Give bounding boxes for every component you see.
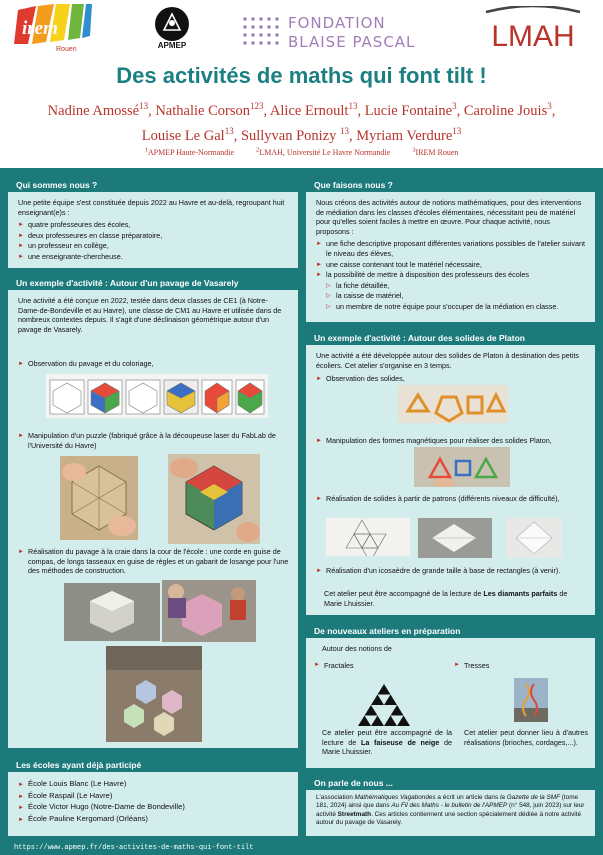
list-item: ► quatre professeures des écoles, [18, 220, 288, 230]
footer-url[interactable]: https://www.apmep.fr/des-activites-de-maths-qui-font-tilt [0, 841, 603, 855]
magnetic-shapes-photo [414, 447, 510, 487]
list-item: ▷ la fiche détaillée, [316, 281, 585, 291]
irem-logo [14, 4, 92, 54]
platon-step-2: ► Manipulation des formes magnétiques pour réaliser des solides Platon, [316, 436, 592, 446]
list-item: ► École Victor Hugo (Notre-Dame de Bondeville) [18, 802, 288, 813]
author-list: Nadine Amossé$^{13}$, Nathalie Corson$^{123}$, Alice Ernoult$^{13}$, Lucie Fontaine$^3$, Caroline Jouis$^3$, Louise Le Gal$^{13}$, Sullyvan Ponizy $^{13}$, Myriam Verdure$^{13}$ [47, 101, 556, 144]
ecoles-block [8, 756, 298, 836]
author: Louise Le Gal [141, 127, 225, 144]
block-title: Que faisons nous ? [306, 176, 595, 192]
qui-sommes-nous-block [8, 176, 298, 268]
list-item: ► une enseignante-chercheuse. [18, 252, 288, 262]
platon-step-1: ► Observation des solides, [316, 374, 586, 384]
author: Caroline Jouis [463, 102, 548, 119]
platon-intro: Une activité a été développée autour des solides de Platon à destination des petits écoliers. Cet atelier s'organise en 3 temps. [316, 351, 579, 370]
tresses-label: ► Tresses [454, 661, 489, 670]
octahedron-photo [506, 518, 562, 558]
block-title: Les écoles ayant déjà participé [8, 756, 298, 772]
chalk-pavage-photo-2 [162, 580, 256, 642]
list-item: ► deux professeures en classe préparatoire, [18, 231, 288, 241]
lmah-logo [478, 6, 588, 52]
list-item: ► une fiche descriptive proposant différentes variations possibles de l'atelier suivant le niveau des élèves, [316, 239, 585, 258]
paper-solid-photo [418, 518, 492, 558]
nouveaux-ateliers-block [306, 622, 595, 768]
block-title: De nouveaux ateliers en préparation [306, 622, 595, 638]
dot-grid-icon [242, 16, 280, 50]
affiliation: $^2$LMAH, Université Le Havre Normandie [256, 146, 391, 157]
que-faisons-nous-block [306, 176, 595, 322]
svg-text:LMAH: LMAH [491, 20, 575, 52]
list-item: ► une caisse contenant tout le matériel nécessaire, [316, 260, 585, 270]
chalk-pavage-photo-1 [64, 583, 160, 641]
poster-header [0, 0, 603, 168]
block-title: Un exemple d'activité : Autour des solides de Platon [306, 329, 595, 345]
affiliation: $^3$IREM Rouen [412, 146, 459, 157]
svg-text:Rouen: Rouen [56, 46, 77, 53]
vasarely-step-1: ► Observation du pavage et du coloriage, [18, 359, 288, 369]
tresses-photo [514, 678, 548, 722]
platon-step-4: ► Réalisation d'un icosaèdre de grande taille à base de rectangles (à venir). [316, 566, 592, 576]
author: Alice Ernoult [269, 102, 349, 119]
chalk-pavage-photo-3 [106, 646, 202, 742]
author: Sullyvan Ponizy [240, 127, 337, 144]
list-item: ▷ la caisse de matériel, [316, 291, 585, 301]
vasarely-tiling-photo [46, 374, 268, 418]
block-title: Qui sommes nous ? [8, 176, 298, 192]
author: Nadine Amossé [47, 102, 140, 119]
list-item: ► École Raspail (Le Havre) [18, 791, 288, 802]
fbp-logo-text: FONDATION BLAISE PASCAL [288, 14, 416, 51]
qui-intro: Une petite équipe s'est constituée depuis 2022 au Havre et au-delà, regroupant huit enseignant(e)s : [18, 198, 285, 217]
affiliation-list [0, 146, 603, 157]
svg-text:APMEP: APMEP [157, 41, 187, 50]
sierpinski-triangle-image [356, 682, 412, 728]
list-item: ► École Louis Blanc (Le Havre) [18, 779, 288, 790]
vasarely-intro: Une activité a été conçue en 2022, testée dans deux classes de CE1 (à Notre-Dame-de-Bondeville et au Havre), une classe de CM1 au Havre et utilisée dans de nombreux contextes depuis. Il s'agit d'une déclinaison géométrique autour d'un pavage de Vasarely. [18, 296, 282, 334]
list-item: ► un professeur en collège, [18, 241, 288, 251]
vasarely-step-2: ► Manipulation d'un puzzle (fabriqué grâce à la découpeuse laser du FabLab de l'Université du Havre) [18, 431, 290, 450]
author: Nathalie Corson [155, 102, 250, 119]
block-title: On parle de nous ... [306, 774, 595, 790]
poster-title: Des activités de maths qui font tilt ! [116, 63, 487, 88]
ecoles-list [18, 779, 288, 824]
platon-step-3: ► Réalisation de solides à partir de patrons (différents niveaux de difficulté), [316, 494, 592, 504]
on-parle-de-nous-block [306, 774, 595, 836]
platon-outro: Cet atelier peut être accompagné de la lecture de Les diamants parfaits de Marie Lhuissier. [324, 589, 568, 608]
list-item: ► École Pauline Kergomard (Orléans) [18, 814, 288, 825]
vasarely-block [8, 274, 298, 748]
fondation-blaise-pascal-logo [242, 12, 432, 54]
patron-photo [326, 518, 410, 556]
nouveaux-intro: Autour des notions de [322, 644, 392, 653]
platon-block [306, 329, 595, 615]
svg-text:irem: irem [22, 18, 58, 39]
vasarely-step-3: ► Réalisation du pavage à la craie dans la cour de l'école : une corde en guise de compas, de longs tasseaux en guise de règles et un gabarit de losange pour l'une des méthodes de construction. [18, 547, 290, 576]
block-title: Un exemple d'activité : Autour d'un pavage de Vasarely [8, 274, 298, 290]
fractales-text: Ce atelier peut être accompagné de la lecture de La faiseuse de neige de Marie Lhuissier. [322, 728, 452, 757]
author: Lucie Fontaine [364, 102, 453, 119]
tresses-text: Cet atelier peut donner lieu à d'autres réalisations (brioches, cordages,...). [464, 728, 588, 747]
list-item: ▷ un membre de notre équipe pour s'occuper de la médiation en classe. [316, 302, 585, 312]
puzzle-photo-colored [168, 454, 260, 544]
puzzle-photo-wood [60, 456, 138, 540]
author: Myriam Verdure [356, 127, 453, 144]
fractales-label: ► Fractales [314, 661, 354, 670]
apmep-logo [150, 4, 194, 50]
affiliation: $^1$APMEP Haute-Normandie [144, 146, 235, 157]
que-sublist [316, 281, 585, 312]
solids-photo [398, 385, 508, 423]
que-intro: Nous créons des activités autour de notions mathématiques, pour des interventions de médiation dans les classes d'écoles élémentaires, nécessitant peu de matériel pour qu'elles soient faciles à mettre en œuvre. Pour chaque activité, nous proposons : [316, 198, 582, 236]
que-list [316, 239, 585, 279]
list-item: ► la possibilité de mettre à disposition des professeurs des écoles [316, 270, 585, 280]
qui-list [18, 220, 288, 261]
parle-text: L'association Mathématiques Vagabondes a écrit un article dans la Gazette de la SMF (tome 181, 2024) ainsi que dans Au Fil des Maths - le bulletin de l'APMEP (n° 548, juin 2023) sur leur activité Streetmath. Ces articles contiennent une section spécialement dédiée à notre activité autour du pavage de Vasarely. [316, 794, 585, 827]
